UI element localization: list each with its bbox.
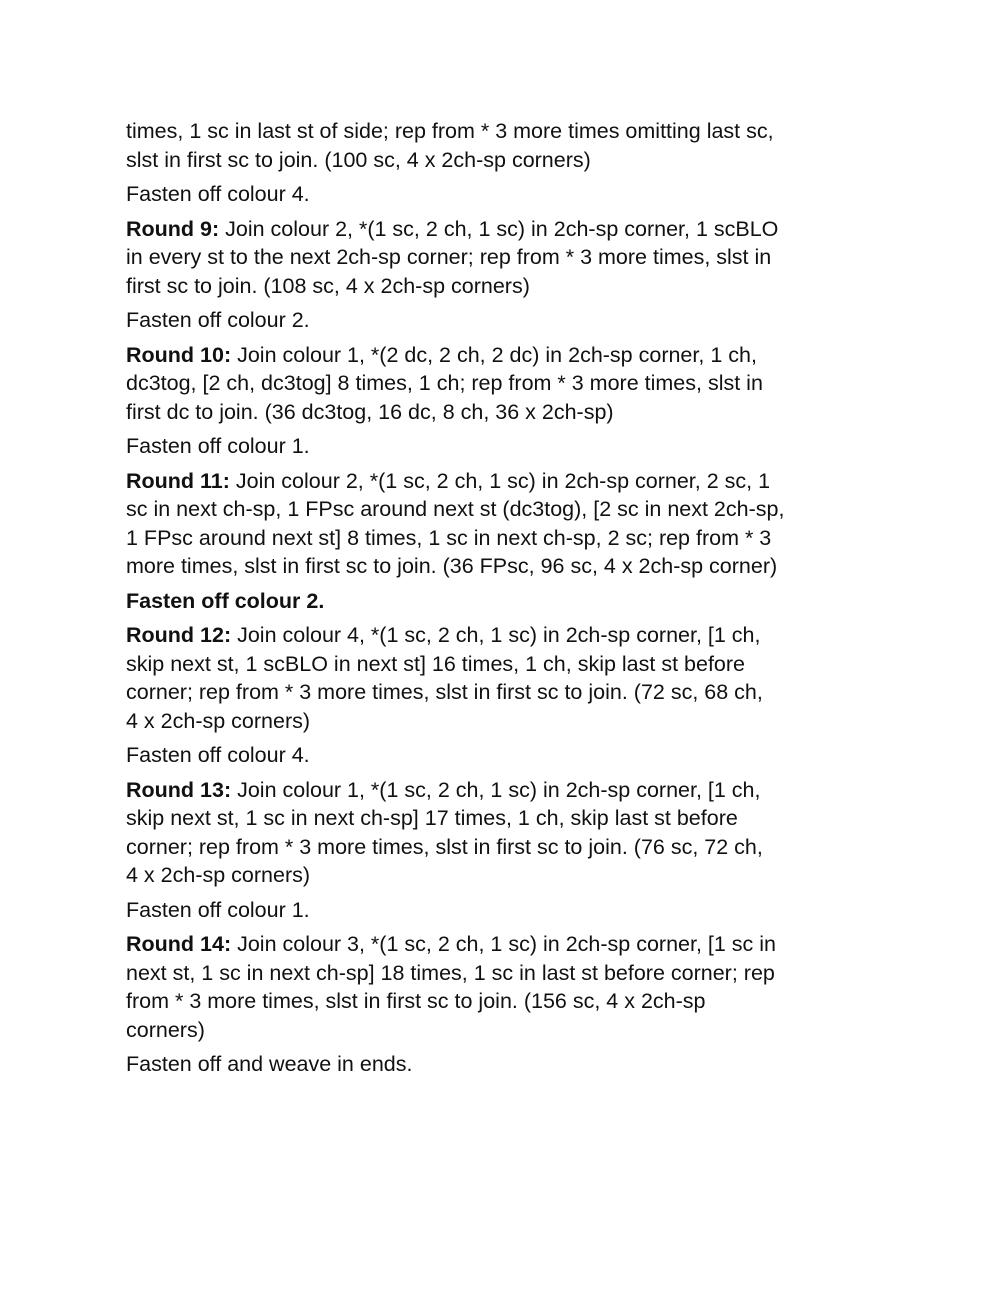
line-text: skip next st, 1 sc in next ch-sp] 17 times, 1 ch, skip last st before <box>126 806 738 830</box>
text-line <box>126 272 886 301</box>
line-text: first dc to join. (36 dc3tog, 16 dc, 8 ch, 36 x 2ch-sp) <box>126 399 614 424</box>
note-paragraph <box>126 587 886 616</box>
text-line <box>126 861 886 890</box>
line-text: sc in next ch-sp, 1 FPsc around next st (dc3tog), [2 sc in next 2ch-sp, <box>126 497 785 521</box>
text-line <box>126 896 886 925</box>
round-label: Round 10: <box>126 342 232 367</box>
text-line <box>126 180 886 209</box>
line-text: Fasten off colour 2. <box>126 588 325 613</box>
text-line <box>126 987 886 1016</box>
line-text: Fasten off colour 1. <box>126 434 310 458</box>
line-text: Fasten off colour 1. <box>126 897 310 922</box>
line-text: Fasten off and weave in ends. <box>126 1052 413 1076</box>
text-line <box>126 306 886 335</box>
text-line <box>126 833 886 862</box>
text-line <box>126 1016 886 1045</box>
line-text: 4 x 2ch-sp corners) <box>126 863 311 887</box>
text-line <box>126 341 886 370</box>
line-text: Fasten off colour 4. <box>126 743 310 767</box>
line-text: first sc to join. (108 sc, 4 x 2ch-sp corners) <box>126 273 530 298</box>
text-line <box>126 959 886 988</box>
text-line <box>126 678 886 707</box>
line-text: corner; rep from * 3 more times, slst in first sc to join. (76 sc, 72 ch, <box>126 834 763 859</box>
note-paragraph <box>126 741 886 770</box>
line-text: Join colour 3, *(1 sc, 2 ch, 1 sc) in 2ch-sp corner, [1 sc in <box>231 932 777 956</box>
text-line <box>126 650 886 679</box>
line-text: corner; rep from * 3 more times, slst in first sc to join. (72 sc, 68 ch, <box>126 680 763 704</box>
round-label: Round 12: <box>126 623 232 647</box>
instruction-paragraph <box>126 341 886 427</box>
line-text: skip next st, 1 scBLO in next st] 16 times, 1 ch, skip last st before <box>126 651 745 676</box>
text-line <box>126 587 886 616</box>
text-line <box>126 930 886 959</box>
line-text: Join colour 4, *(1 sc, 2 ch, 1 sc) in 2ch-sp corner, [1 ch, <box>231 623 761 647</box>
note-paragraph <box>126 432 886 461</box>
text-line <box>126 621 886 650</box>
note-paragraph <box>126 117 886 174</box>
line-text: Fasten off colour 4. <box>126 182 310 206</box>
note-paragraph <box>126 896 886 925</box>
line-text: from * 3 more times, slst in first sc to join. (156 sc, 4 x 2ch-sp <box>126 989 706 1013</box>
document-page <box>126 117 886 1085</box>
text-line <box>126 707 886 736</box>
text-line <box>126 1050 886 1079</box>
line-text: Join colour 2, *(1 sc, 2 ch, 1 sc) in 2ch-sp corner, 1 scBLO <box>219 216 779 241</box>
line-text: Join colour 1, *(1 sc, 2 ch, 1 sc) in 2ch-sp corner, [1 ch, <box>231 777 761 802</box>
note-paragraph <box>126 306 886 335</box>
round-label: Round 11: <box>126 468 230 493</box>
line-text: Fasten off colour 2. <box>126 308 310 332</box>
text-line <box>126 432 886 461</box>
line-text: in every st to the next 2ch-sp corner; rep from * 3 more times, slst in <box>126 245 772 269</box>
text-line <box>126 398 886 427</box>
text-line <box>126 243 886 272</box>
round-label: Round 9: <box>126 216 220 241</box>
text-line <box>126 467 886 496</box>
line-text: 4 x 2ch-sp corners) <box>126 708 311 733</box>
text-line <box>126 495 886 524</box>
text-line <box>126 524 886 553</box>
text-line <box>126 804 886 833</box>
text-line <box>126 776 886 805</box>
instruction-paragraph <box>126 621 886 735</box>
round-label: Round 14: <box>126 932 232 956</box>
line-text: Join colour 2, *(1 sc, 2 ch, 1 sc) in 2ch-sp corner, 2 sc, 1 <box>229 468 771 493</box>
line-text: Join colour 1, *(2 dc, 2 ch, 2 dc) in 2ch-sp corner, 1 ch, <box>231 342 757 367</box>
instruction-paragraph <box>126 215 886 301</box>
instruction-paragraph <box>126 467 886 581</box>
text-line <box>126 117 886 146</box>
line-text: times, 1 sc in last st of side; rep from * 3 more times omitting last sc, <box>126 119 774 143</box>
line-text: corners) <box>126 1017 205 1042</box>
instruction-paragraph <box>126 930 886 1044</box>
note-paragraph <box>126 180 886 209</box>
text-line <box>126 369 886 398</box>
round-label: Round 13: <box>126 777 232 802</box>
text-line <box>126 741 886 770</box>
line-text: next st, 1 sc in next ch-sp] 18 times, 1 sc in last st before corner; rep <box>126 960 775 985</box>
note-paragraph <box>126 1050 886 1079</box>
line-text: more times, slst in first sc to join. (36 FPsc, 96 sc, 4 x 2ch-sp corner) <box>126 554 778 578</box>
text-line <box>126 146 886 175</box>
line-text: 1 FPsc around next st] 8 times, 1 sc in next ch-sp, 2 sc; rep from * 3 <box>126 525 772 550</box>
text-line <box>126 215 886 244</box>
line-text: dc3tog, [2 ch, dc3tog] 8 times, 1 ch; rep from * 3 more times, slst in <box>126 371 763 395</box>
instruction-paragraph <box>126 776 886 890</box>
text-line <box>126 552 886 581</box>
line-text: slst in first sc to join. (100 sc, 4 x 2ch-sp corners) <box>126 147 591 172</box>
